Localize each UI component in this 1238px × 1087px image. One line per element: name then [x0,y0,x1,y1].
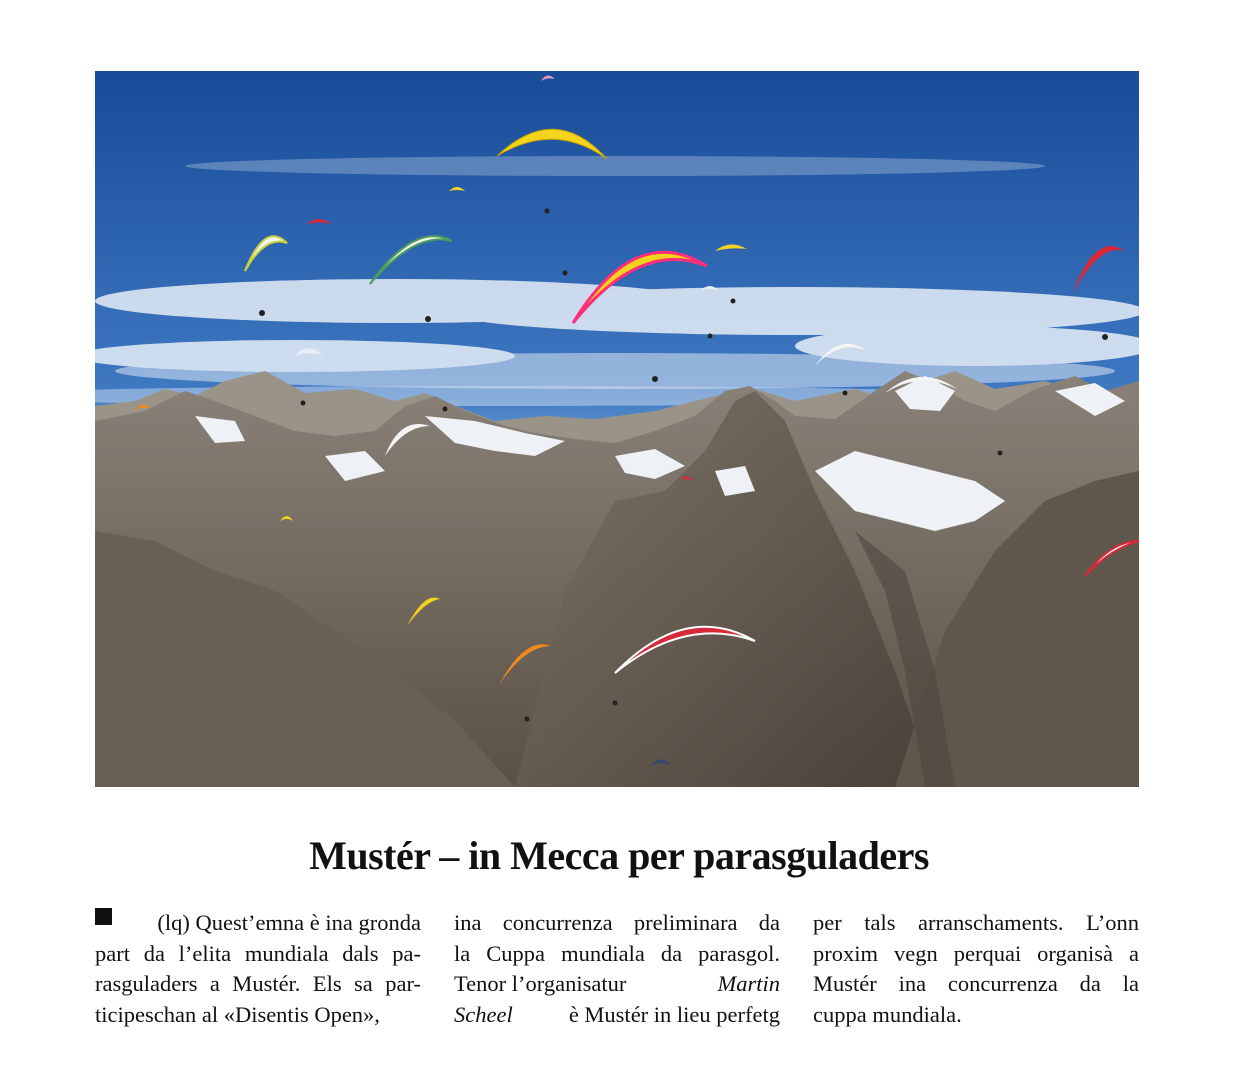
column-1-line-3: rasguladers a Mustér. Els sa par- [95,971,421,996]
column-1-line-4: ticipeschan al «Disentis Open», [95,1001,380,1027]
organizer-last-name: Scheel [454,1001,513,1027]
column-2-line-3 [454,969,780,1000]
paragliding-photo [95,71,1139,787]
column-3-line-3: Mustér ina concurrenza da la [813,971,1139,996]
column-2-line-4 [454,1000,780,1031]
column-1-line-1 [95,908,421,939]
article-column-2 [454,908,780,1030]
column-2-line-3-text: Tenor l’organisatur [454,971,627,996]
column-2-line-4-text: è Mustér in lieu perfetg [568,1001,780,1027]
article-column-3 [813,908,1139,1030]
article-column-1 [95,908,421,1030]
paragraph-marker [95,908,112,925]
photo-illustration [95,71,1139,787]
column-1-line-2: part da l’elita mundiala dals pa- [95,940,421,966]
column-3-line-2: proxim vegn perquai organisà a [813,940,1139,966]
column-2-line-1: ina concurrenza preliminara da [454,910,780,935]
column-1-line-1-text: (lq) Quest’emna è ina gronda [157,910,421,935]
organizer-first-name: Martin [717,971,780,996]
column-2-line-2: la Cuppa mundiala da parasgol. [454,940,780,966]
column-3-line-4: cuppa mundiala. [813,1001,962,1027]
headline: Mustér – in Mecca per parasguladers [309,833,929,878]
column-3-line-1: per tals arranschaments. L’onn [813,910,1139,935]
